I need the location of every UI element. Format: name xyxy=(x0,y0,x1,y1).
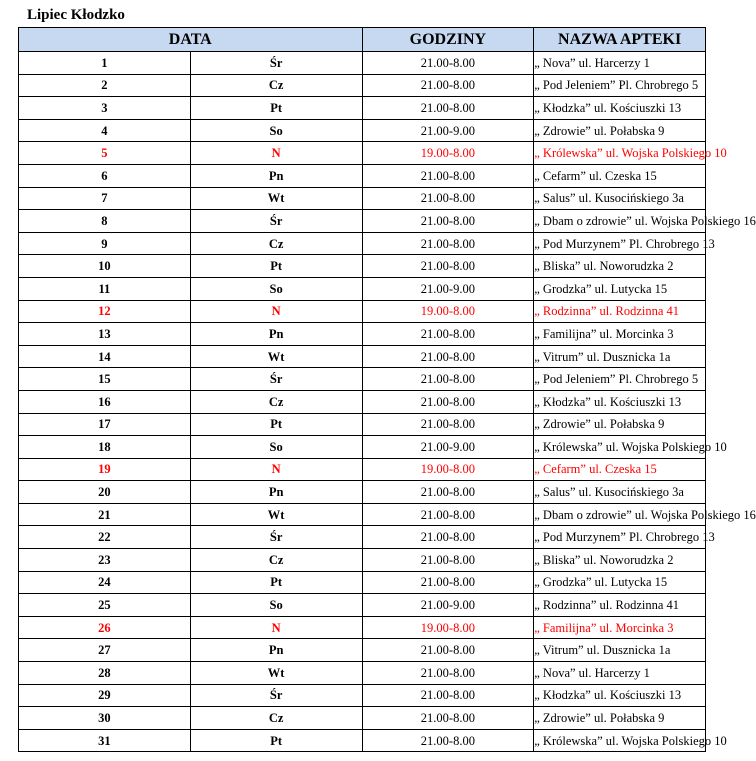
day-number: 13 xyxy=(19,323,191,346)
day-number: 18 xyxy=(19,436,191,459)
day-number: 19 xyxy=(19,458,191,481)
day-number: 14 xyxy=(19,345,191,368)
day-number: 31 xyxy=(19,729,191,752)
opening-hours: 21.00-9.00 xyxy=(362,594,534,617)
pharmacy-name: „ Bliska” ul. Noworudzka 2 xyxy=(534,255,706,278)
weekday: Pt xyxy=(190,413,362,436)
pharmacy-name: „ Vitrum” ul. Dusznicka 1a xyxy=(534,639,706,662)
table-row xyxy=(19,481,706,504)
opening-hours: 21.00-8.00 xyxy=(362,97,534,120)
day-number: 17 xyxy=(19,413,191,436)
opening-hours: 19.00-8.00 xyxy=(362,616,534,639)
weekday: Pt xyxy=(190,729,362,752)
day-number: 6 xyxy=(19,164,191,187)
weekday: N xyxy=(190,142,362,165)
table-header-row xyxy=(19,28,706,52)
table-row xyxy=(19,164,706,187)
weekday: N xyxy=(190,616,362,639)
weekday: Pn xyxy=(190,164,362,187)
day-number: 27 xyxy=(19,639,191,662)
weekday: Pt xyxy=(190,255,362,278)
pharmacy-name: „ Dbam o zdrowie” ul. Wojska Polskiego 16 xyxy=(534,210,706,233)
opening-hours: 21.00-8.00 xyxy=(362,368,534,391)
weekday: N xyxy=(190,300,362,323)
table-row xyxy=(19,458,706,481)
table-row xyxy=(19,616,706,639)
opening-hours: 21.00-8.00 xyxy=(362,526,534,549)
opening-hours: 21.00-8.00 xyxy=(362,481,534,504)
day-number: 22 xyxy=(19,526,191,549)
opening-hours: 21.00-8.00 xyxy=(362,74,534,97)
weekday: So xyxy=(190,594,362,617)
table-row xyxy=(19,323,706,346)
opening-hours: 19.00-8.00 xyxy=(362,458,534,481)
table-row xyxy=(19,142,706,165)
opening-hours: 21.00-8.00 xyxy=(362,164,534,187)
header-date: DATA xyxy=(19,28,363,52)
opening-hours: 21.00-9.00 xyxy=(362,119,534,142)
table-row xyxy=(19,255,706,278)
pharmacy-name: „ Bliska” ul. Noworudzka 2 xyxy=(534,549,706,572)
table-row xyxy=(19,210,706,233)
weekday: Pt xyxy=(190,97,362,120)
opening-hours: 21.00-8.00 xyxy=(362,662,534,685)
opening-hours: 21.00-8.00 xyxy=(362,323,534,346)
weekday: Wt xyxy=(190,187,362,210)
weekday: Cz xyxy=(190,549,362,572)
pharmacy-name: „ Królewska” ul. Wojska Polskiego 10 xyxy=(534,142,706,165)
weekday: Pn xyxy=(190,323,362,346)
weekday: Cz xyxy=(190,232,362,255)
pharmacy-name: „ Rodzinna” ul. Rodzinna 41 xyxy=(534,300,706,323)
weekday: Wt xyxy=(190,503,362,526)
weekday: So xyxy=(190,119,362,142)
weekday: Śr xyxy=(190,526,362,549)
weekday: Cz xyxy=(190,707,362,730)
table-row xyxy=(19,277,706,300)
header-pharmacy: NAZWA APTEKI xyxy=(534,28,706,52)
opening-hours: 21.00-8.00 xyxy=(362,549,534,572)
table-row xyxy=(19,503,706,526)
opening-hours: 21.00-8.00 xyxy=(362,707,534,730)
opening-hours: 21.00-9.00 xyxy=(362,436,534,459)
table-row xyxy=(19,571,706,594)
pharmacy-name: „ Cefarm” ul. Czeska 15 xyxy=(534,458,706,481)
day-number: 3 xyxy=(19,97,191,120)
day-number: 28 xyxy=(19,662,191,685)
opening-hours: 21.00-8.00 xyxy=(362,684,534,707)
pharmacy-name: „ Salus” ul. Kusocińskiego 3a xyxy=(534,187,706,210)
opening-hours: 21.00-8.00 xyxy=(362,52,534,75)
pharmacy-name: „ Kłodzka” ul. Kościuszki 13 xyxy=(534,97,706,120)
table-row xyxy=(19,436,706,459)
pharmacy-name: „ Królewska” ul. Wojska Polskiego 10 xyxy=(534,729,706,752)
opening-hours: 21.00-8.00 xyxy=(362,255,534,278)
table-row xyxy=(19,232,706,255)
day-number: 26 xyxy=(19,616,191,639)
pharmacy-name: „ Nova” ul. Harcerzy 1 xyxy=(534,662,706,685)
table-row xyxy=(19,390,706,413)
day-number: 12 xyxy=(19,300,191,323)
opening-hours: 21.00-8.00 xyxy=(362,210,534,233)
day-number: 10 xyxy=(19,255,191,278)
day-number: 7 xyxy=(19,187,191,210)
pharmacy-name: „ Kłodzka” ul. Kościuszki 13 xyxy=(534,390,706,413)
day-number: 25 xyxy=(19,594,191,617)
opening-hours: 21.00-8.00 xyxy=(362,571,534,594)
weekday: Cz xyxy=(190,74,362,97)
table-row xyxy=(19,729,706,752)
weekday: Śr xyxy=(190,210,362,233)
pharmacy-name: „ Nova” ul. Harcerzy 1 xyxy=(534,52,706,75)
weekday: Cz xyxy=(190,390,362,413)
weekday: Śr xyxy=(190,52,362,75)
opening-hours: 21.00-8.00 xyxy=(362,232,534,255)
weekday: Pn xyxy=(190,639,362,662)
table-row xyxy=(19,526,706,549)
pharmacy-name: „ Pod Murzynem” Pl. Chrobrego 13 xyxy=(534,526,706,549)
weekday: Pt xyxy=(190,571,362,594)
weekday: N xyxy=(190,458,362,481)
day-number: 9 xyxy=(19,232,191,255)
opening-hours: 21.00-8.00 xyxy=(362,639,534,662)
day-number: 20 xyxy=(19,481,191,504)
weekday: Śr xyxy=(190,368,362,391)
table-row xyxy=(19,300,706,323)
pharmacy-name: „ Salus” ul. Kusocińskiego 3a xyxy=(534,481,706,504)
table-row xyxy=(19,52,706,75)
opening-hours: 19.00-8.00 xyxy=(362,142,534,165)
day-number: 15 xyxy=(19,368,191,391)
pharmacy-name: „ Pod Murzynem” Pl. Chrobrego 13 xyxy=(534,232,706,255)
weekday: Śr xyxy=(190,684,362,707)
table-row xyxy=(19,74,706,97)
pharmacy-name: „ Królewska” ul. Wojska Polskiego 10 xyxy=(534,436,706,459)
day-number: 11 xyxy=(19,277,191,300)
header-hours: GODZINY xyxy=(362,28,534,52)
weekday: Wt xyxy=(190,345,362,368)
pharmacy-name: „ Pod Jeleniem” Pl. Chrobrego 5 xyxy=(534,74,706,97)
pharmacy-name: „ Rodzinna” ul. Rodzinna 41 xyxy=(534,594,706,617)
day-number: 4 xyxy=(19,119,191,142)
day-number: 2 xyxy=(19,74,191,97)
weekday: Pn xyxy=(190,481,362,504)
day-number: 21 xyxy=(19,503,191,526)
table-row xyxy=(19,187,706,210)
opening-hours: 21.00-8.00 xyxy=(362,413,534,436)
pharmacy-name: „ Cefarm” ul. Czeska 15 xyxy=(534,164,706,187)
pharmacy-name: „ Vitrum” ul. Dusznicka 1a xyxy=(534,345,706,368)
table-row xyxy=(19,549,706,572)
table-row xyxy=(19,119,706,142)
opening-hours: 21.00-8.00 xyxy=(362,345,534,368)
pharmacy-name: „ Dbam o zdrowie” ul. Wojska Polskiego 16 xyxy=(534,503,706,526)
opening-hours: 19.00-8.00 xyxy=(362,300,534,323)
pharmacy-name: „ Zdrowie” ul. Połabska 9 xyxy=(534,413,706,436)
opening-hours: 21.00-8.00 xyxy=(362,187,534,210)
weekday: So xyxy=(190,436,362,459)
table-row xyxy=(19,639,706,662)
day-number: 24 xyxy=(19,571,191,594)
opening-hours: 21.00-8.00 xyxy=(362,390,534,413)
pharmacy-name: „ Zdrowie” ul. Połabska 9 xyxy=(534,707,706,730)
pharmacy-name: „ Kłodzka” ul. Kościuszki 13 xyxy=(534,684,706,707)
pharmacy-name: „ Pod Jeleniem” Pl. Chrobrego 5 xyxy=(534,368,706,391)
opening-hours: 21.00-8.00 xyxy=(362,729,534,752)
weekday: Wt xyxy=(190,662,362,685)
day-number: 8 xyxy=(19,210,191,233)
day-number: 23 xyxy=(19,549,191,572)
day-number: 30 xyxy=(19,707,191,730)
pharmacy-name: „ Familijna” ul. Morcinka 3 xyxy=(534,323,706,346)
pharmacy-schedule-table xyxy=(18,27,756,752)
opening-hours: 21.00-9.00 xyxy=(362,277,534,300)
table-row xyxy=(19,684,706,707)
pharmacy-name: „ Zdrowie” ul. Połabska 9 xyxy=(534,119,706,142)
page-title: Lipiec Kłodzko xyxy=(27,7,125,23)
table-row xyxy=(19,97,706,120)
table-row xyxy=(19,345,706,368)
day-number: 16 xyxy=(19,390,191,413)
pharmacy-name: „ Grodzka” ul. Lutycka 15 xyxy=(534,277,706,300)
weekday: So xyxy=(190,277,362,300)
table-row xyxy=(19,368,706,391)
pharmacy-name: „ Familijna” ul. Morcinka 3 xyxy=(534,616,706,639)
table-row xyxy=(19,662,706,685)
day-number: 5 xyxy=(19,142,191,165)
day-number: 29 xyxy=(19,684,191,707)
table-row xyxy=(19,707,706,730)
day-number: 1 xyxy=(19,52,191,75)
pharmacy-name: „ Grodzka” ul. Lutycka 15 xyxy=(534,571,706,594)
opening-hours: 21.00-8.00 xyxy=(362,503,534,526)
table-row xyxy=(19,413,706,436)
table-row xyxy=(19,594,706,617)
